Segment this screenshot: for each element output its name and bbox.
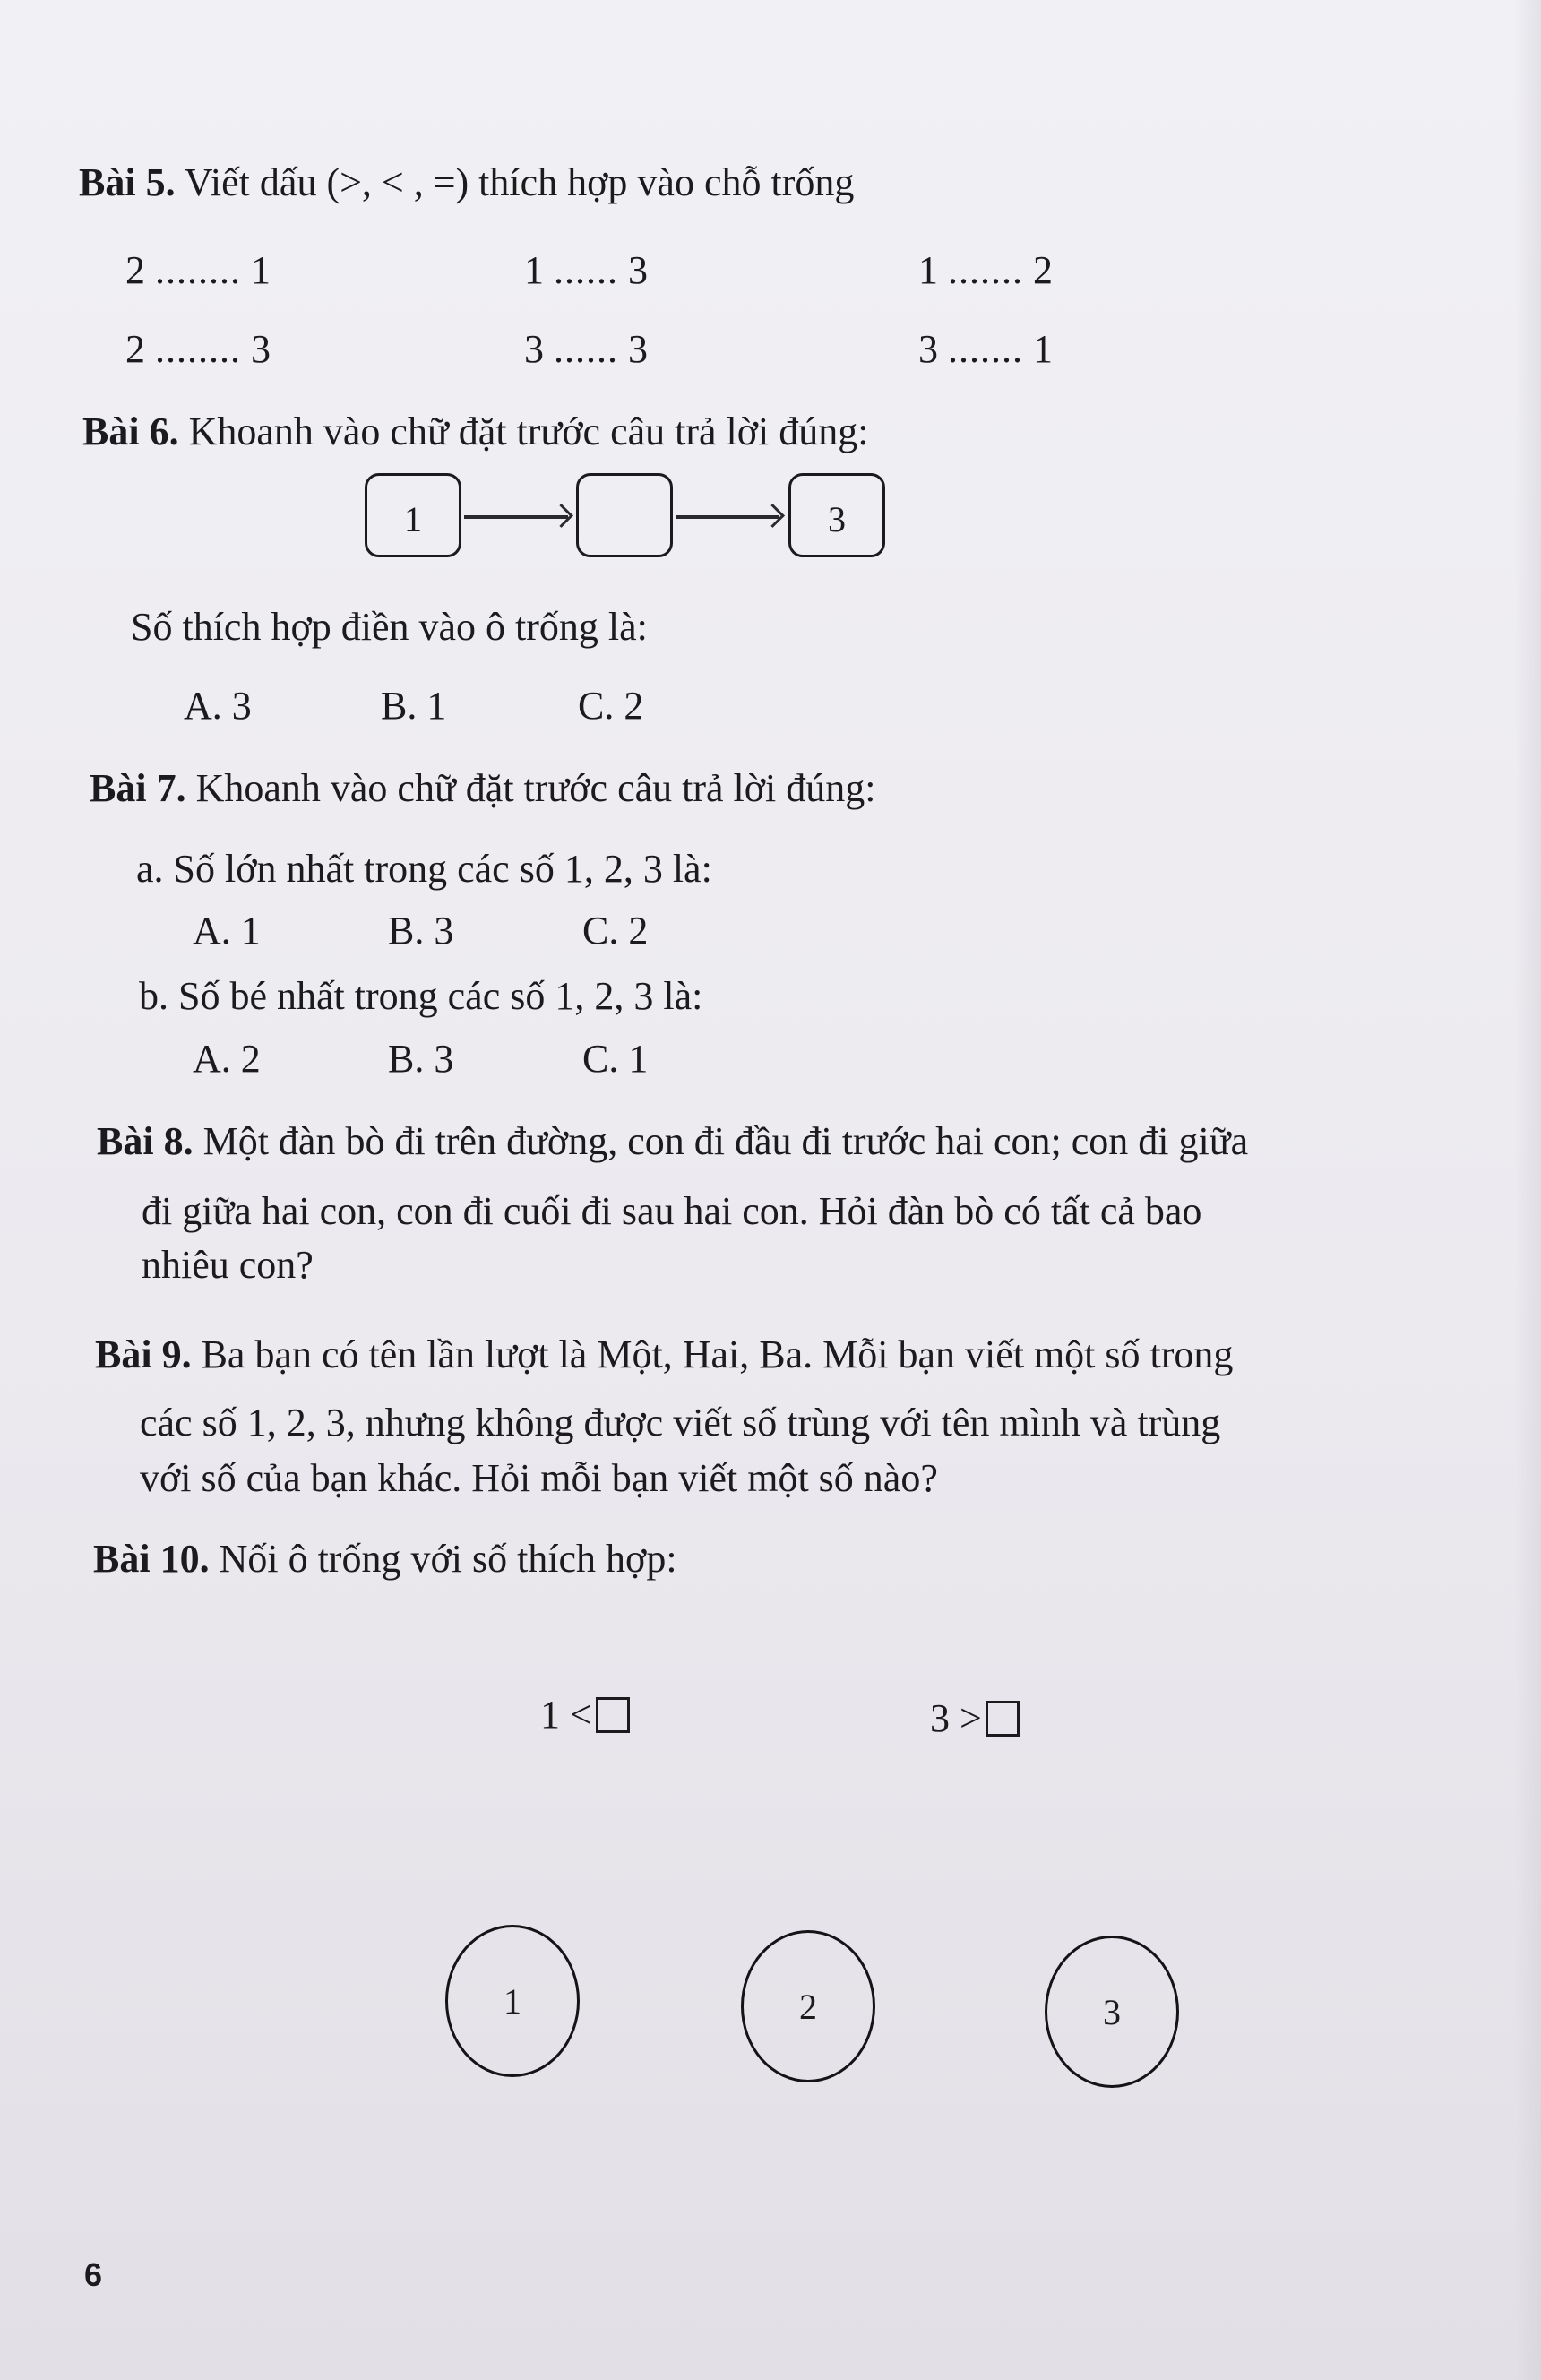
answer-option[interactable]: A. 2	[193, 1037, 261, 1081]
answer-option[interactable]: A. 3	[184, 684, 252, 728]
exercise-8-line	[97, 1119, 1249, 1163]
comparison-blank[interactable]: .......	[948, 327, 1023, 371]
exercise-7-prompt: Khoanh vào chữ đặt trước câu trả lời đúng:	[195, 766, 876, 810]
comparison-blank[interactable]: .......	[948, 248, 1023, 292]
exercise-5-label: Bài 5.	[79, 160, 176, 204]
comparison-right: 3	[628, 248, 648, 292]
comparison-left: 3	[918, 327, 938, 371]
comparison-item[interactable]	[125, 327, 271, 371]
exercise-10-heading	[93, 1539, 677, 1579]
page-edge-shadow	[1514, 0, 1541, 2380]
comparison-item[interactable]	[125, 248, 271, 292]
comparison-right: 2	[1033, 248, 1053, 292]
inequality-operator: >	[960, 1696, 982, 1740]
comparison-blank[interactable]: ........	[155, 248, 241, 292]
blank-box[interactable]	[596, 1697, 630, 1733]
exercise-9-line	[95, 1332, 1234, 1376]
answer-option[interactable]: C. 2	[582, 909, 649, 953]
number-circle[interactable]	[741, 1930, 875, 2082]
inequality-item	[540, 1695, 630, 1735]
comparison-blank[interactable]: ......	[554, 248, 618, 292]
circle-number: 3	[1103, 1991, 1121, 2032]
comparison-blank[interactable]: ........	[155, 327, 241, 371]
answer-option[interactable]: C. 2	[578, 684, 644, 728]
inequality-left: 3	[930, 1696, 950, 1740]
exercise-9-label: Bài 9.	[95, 1332, 192, 1376]
exercise-6-prompt: Khoanh vào chữ đặt trước câu trả lời đúng:	[188, 410, 869, 453]
comparison-left: 1	[524, 248, 544, 292]
exercise-7b-question: b. Số bé nhất trong các số 1, 2, 3 là:	[139, 974, 703, 1018]
arrow-right-icon	[676, 515, 779, 519]
exercise-9-text: Ba bạn có tên lần lượt là Một, Hai, Ba. Mỗi bạn viết một số trong	[201, 1332, 1234, 1376]
exercise-8-label: Bài 8.	[97, 1119, 194, 1163]
exercise-8-text: đi giữa hai con, con đi cuối đi sau hai con. Hỏi đàn bò có tất cả bao	[142, 1189, 1202, 1233]
exercise-9-text: các số 1, 2, 3, nhưng không được viết số trùng với tên mình và trùng	[140, 1401, 1221, 1444]
circle-number: 1	[504, 1980, 521, 2022]
answer-option[interactable]: B. 3	[388, 909, 454, 953]
answer-option[interactable]: B. 1	[381, 684, 447, 728]
sequence-value: 1	[404, 498, 422, 539]
exercise-5-heading	[79, 160, 855, 204]
circle-number: 2	[799, 1986, 817, 2027]
comparison-right: 1	[1033, 327, 1053, 371]
exercise-6-label: Bài 6.	[82, 410, 179, 453]
exercise-10-prompt: Nối ô trống với số thích hợp:	[219, 1537, 677, 1581]
exercise-6-heading	[82, 412, 868, 452]
arrow-right-icon	[464, 515, 568, 519]
sequence-box	[365, 473, 461, 557]
exercise-7-heading	[90, 766, 876, 810]
number-circle[interactable]	[445, 1925, 580, 2077]
page-number: 6	[84, 2256, 103, 2293]
comparison-left: 1	[918, 248, 938, 292]
comparison-right: 1	[251, 248, 271, 292]
sequence-blank-box[interactable]	[576, 473, 673, 557]
comparison-left: 2	[125, 248, 145, 292]
comparison-left: 2	[125, 327, 145, 371]
blank-box[interactable]	[986, 1701, 1020, 1737]
sequence-value: 3	[828, 498, 846, 539]
comparison-right: 3	[628, 327, 648, 371]
exercise-7a-question: a. Số lớn nhất trong các số 1, 2, 3 là:	[136, 847, 712, 891]
answer-option[interactable]: B. 3	[388, 1037, 454, 1081]
comparison-item[interactable]	[918, 327, 1053, 371]
exercise-8-text: Một đàn bò đi trên đường, con đi đầu đi trước hai con; con đi giữa	[202, 1119, 1249, 1163]
inequality-left: 1	[540, 1693, 560, 1737]
comparison-item[interactable]	[524, 248, 648, 292]
comparison-blank[interactable]: ......	[554, 327, 618, 371]
exercise-8-text: nhiêu con?	[142, 1243, 314, 1287]
comparison-left: 3	[524, 327, 544, 371]
answer-option[interactable]: C. 1	[582, 1037, 649, 1081]
exercise-9-text: với số của bạn khác. Hỏi mỗi bạn viết một số nào?	[140, 1456, 938, 1500]
answer-option[interactable]: A. 1	[193, 909, 261, 953]
comparison-right: 3	[251, 327, 271, 371]
inequality-item	[930, 1696, 1020, 1740]
comparison-item[interactable]	[524, 327, 648, 371]
inequality-operator: <	[570, 1693, 592, 1737]
exercise-10-label: Bài 10.	[93, 1537, 210, 1581]
exercise-7-label: Bài 7.	[90, 766, 186, 810]
exercise-5-prompt: Viết dấu (>, < , =) thích hợp vào chỗ trống	[184, 160, 855, 204]
number-circle[interactable]	[1045, 1936, 1179, 2088]
exercise-6-question: Số thích hợp điền vào ô trống là:	[131, 605, 648, 649]
sequence-box	[788, 473, 885, 557]
comparison-item[interactable]	[918, 248, 1053, 292]
